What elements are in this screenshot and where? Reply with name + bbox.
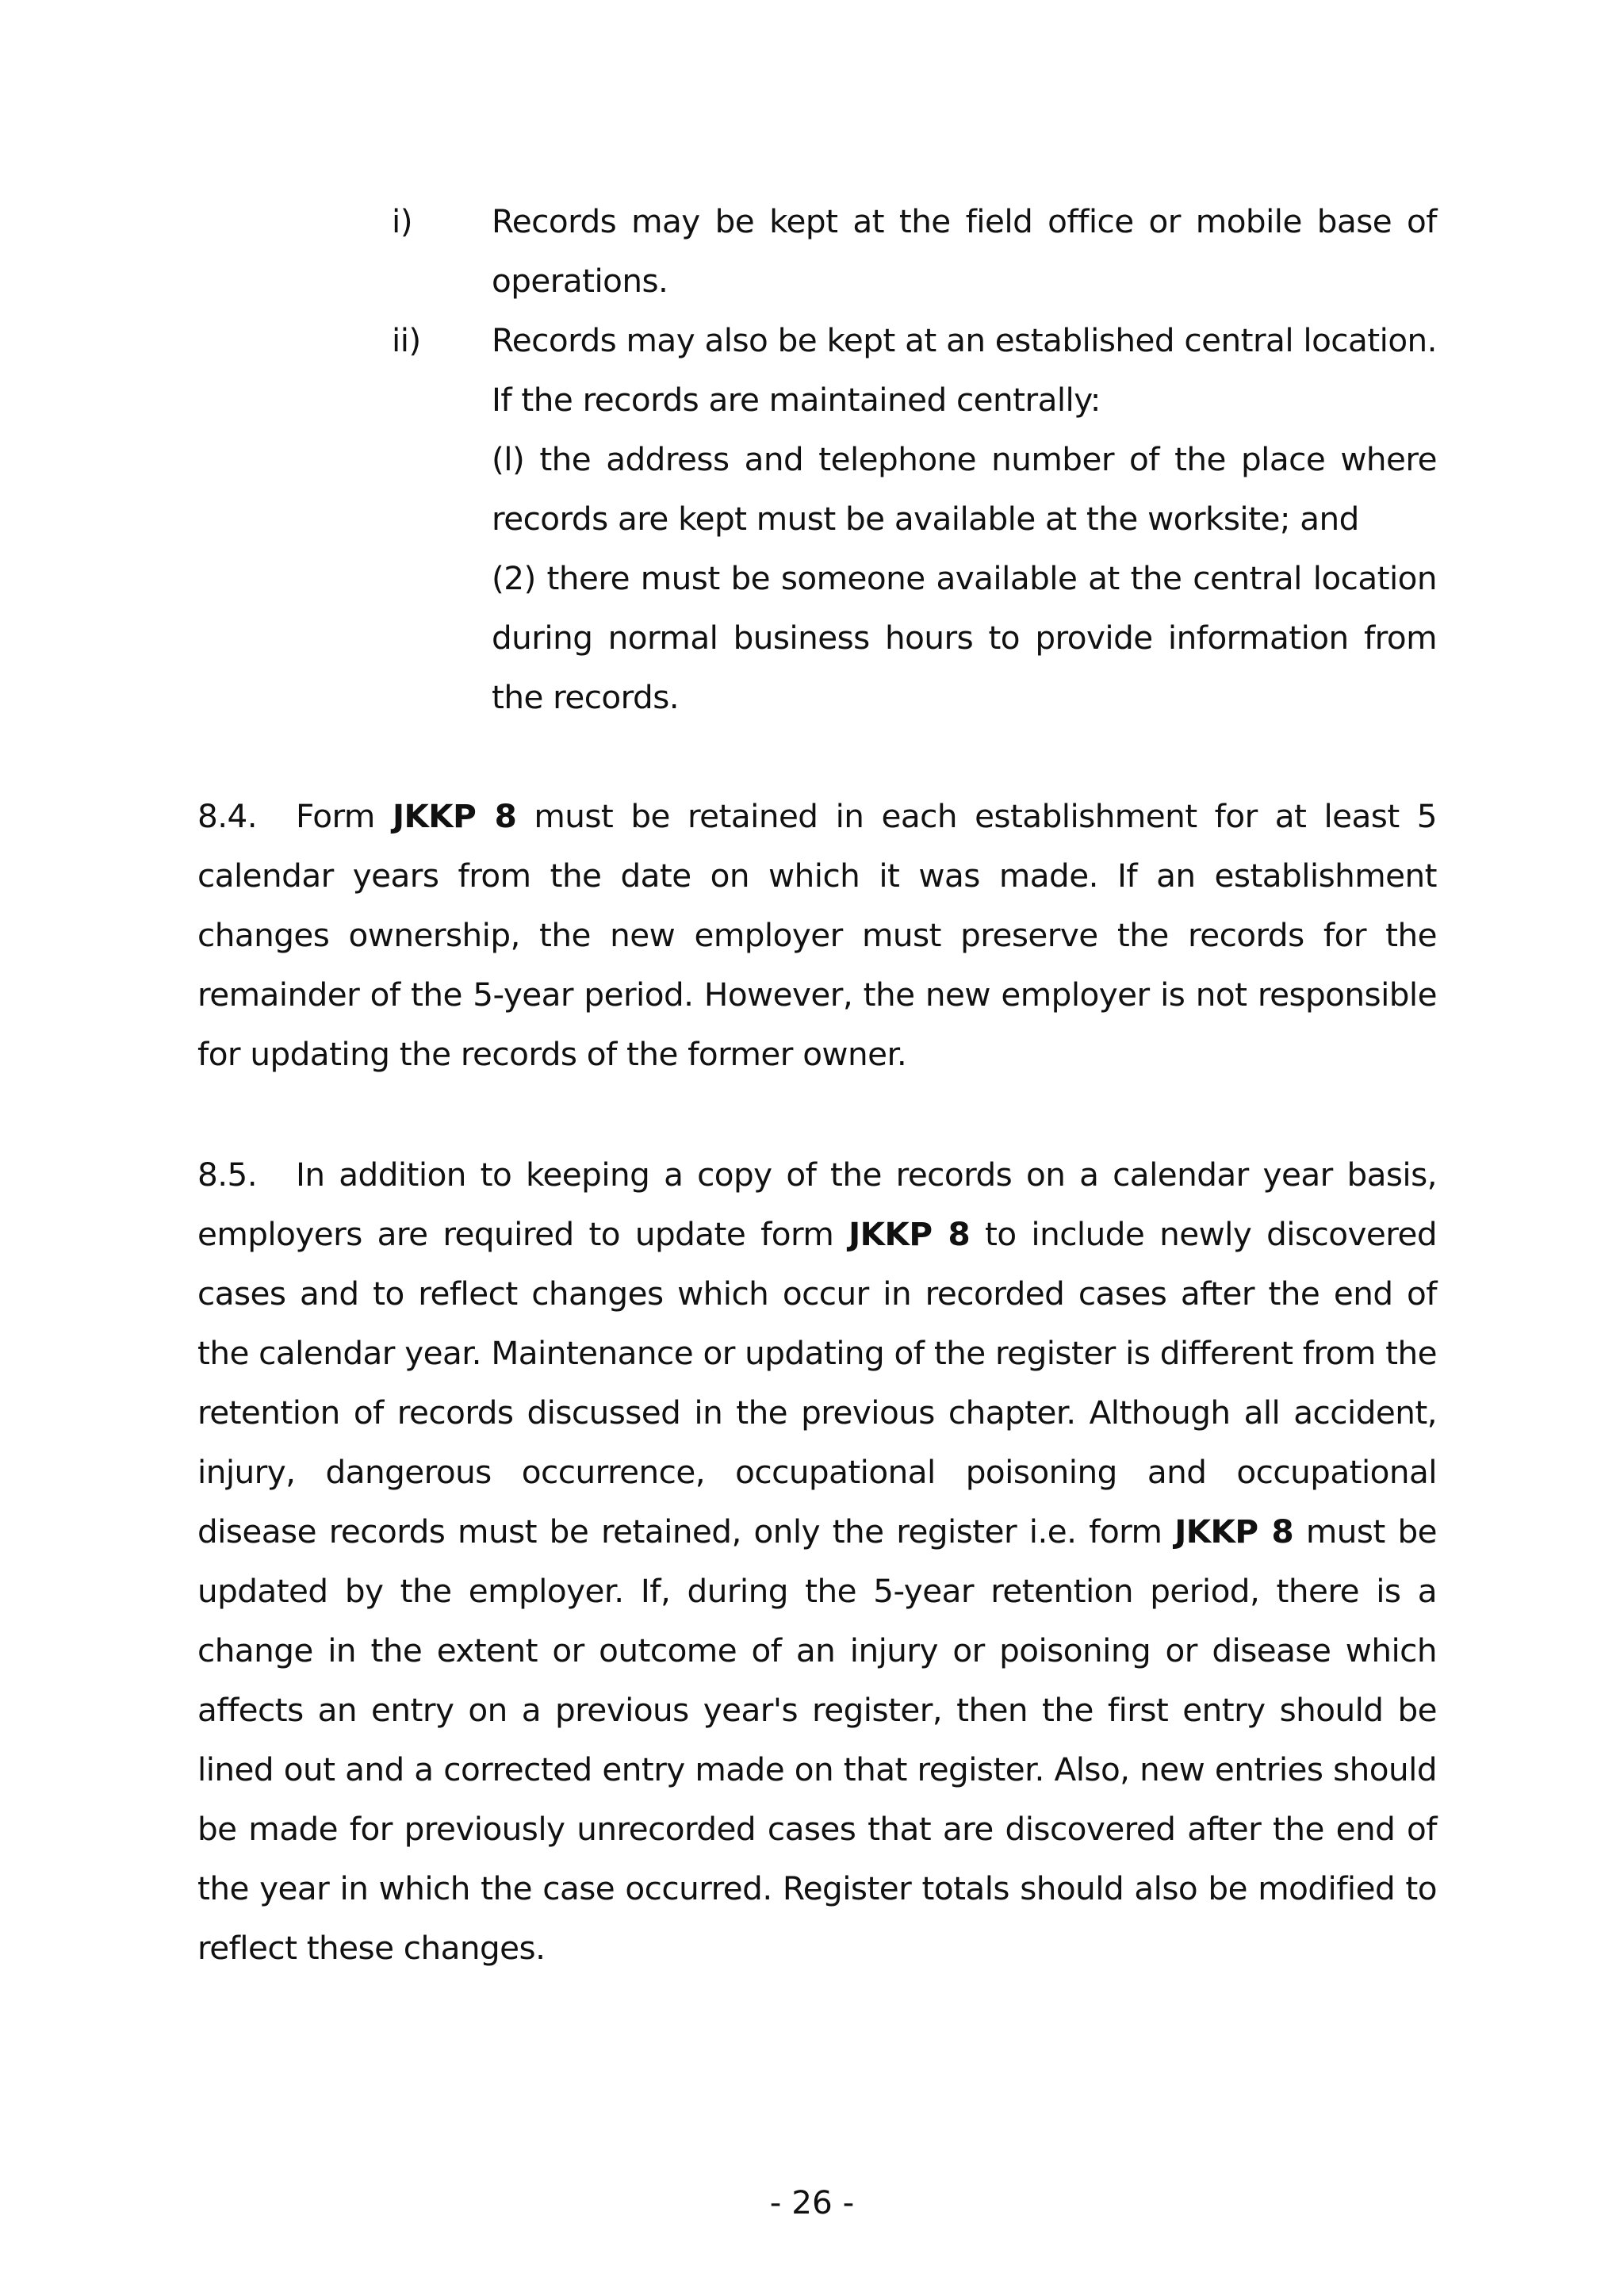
list-item [392,311,1437,727]
paragraph-text: must be updated by the employer. If, during the 5-year retention period, there is a change in the extent or outcome of an injury or poisoning or disease which affects an entry on a previous year's register, then the first entry should be lined out and a corrected entry made on that register. Also, new entries should be made for previously unrecorded cases that are discovered after the end of the year in which the case occurred. Register totals should also be modified to reflect these changes. [197,1512,1438,1967]
paragraph-text: must be retained in each establishment for at least 5 calendar years from the date on which it was made. If an establishment changes ownership, the new employer must preserve the records for the remainder of the 5-year period. However, the new employer is not responsible for updating the records of the former owner. [197,797,1438,1073]
form-reference: JKKP 8 [848,1215,971,1253]
list-item-text: Records may be kept at the field office or mobile base of operations. [492,202,1437,300]
form-reference: JKKP 8 [1174,1512,1294,1550]
paragraph-number: 8.5. [197,1156,258,1194]
paragraph-number: 8.4. [197,797,258,835]
list-item [392,192,1437,311]
sub-point: (l) the address and telephone number of the place where records are kept must be available at the worksite; and [492,440,1437,538]
form-reference: JKKP 8 [392,797,517,835]
paragraph-text: to include newly discovered cases and to reflect changes which occur in recorded cases after the end of the calendar year. Maintenance or updating of the register is different from the retention of records discussed in the previous chapter. Although all accident, injury, dangerous occurrence, occupational poisoning and occupational disease records must be retained, only the register i.e. form [197,1215,1438,1550]
list-item-text: Records may also be kept at an established central location. If the records are maintained centrally: [492,321,1437,419]
paragraph-text: In addition to keeping a copy of the records on a calendar year basis, employers are required to update form [197,1156,1437,1253]
paragraph-text: Form [296,797,393,835]
paragraph-8-5 [197,1145,1437,1978]
records-location-list [392,192,1437,727]
paragraph-8-4 [197,787,1437,1084]
sub-point: (2) there must be someone available at the central location during normal business hours to provide information from the records. [492,559,1437,716]
page-number: - 26 - [769,2183,855,2221]
list-marker: ii) [392,321,421,359]
list-marker: i) [392,202,412,240]
